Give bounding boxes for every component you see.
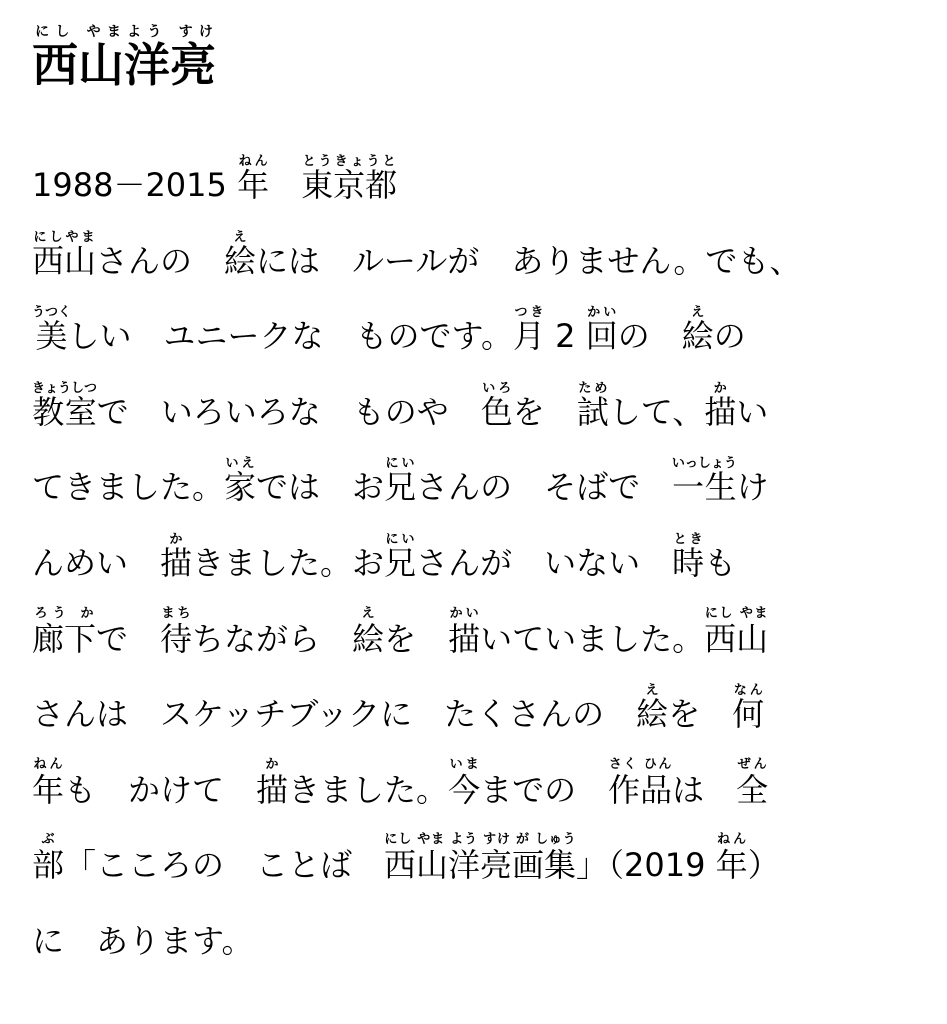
ruby-base: 兄 [384,543,417,582]
text-line [32,828,922,904]
ruby-word [301,154,398,204]
ruby-reading: にし やま [704,605,769,621]
ruby-word [224,456,257,507]
ruby-reading: ろう か [32,605,96,621]
text-segment: を [668,695,733,734]
ruby-word [256,756,289,809]
ruby-word [732,683,765,734]
ruby-word [704,605,769,658]
text-segment: さんの そばで [416,468,673,507]
ruby-reading: まち [160,605,193,621]
ruby-word [32,229,97,280]
ruby-word [384,456,417,507]
ruby-word [32,605,97,658]
ruby-reading: ぶ [32,832,65,848]
ruby-reading: え [681,305,714,321]
text-segment: 1988－2015 [32,166,238,204]
ruby-word [448,756,481,809]
text-segment: さんの [96,241,225,280]
ruby-word [736,756,769,809]
ruby-base: 西山 [704,619,769,658]
text-segment: さんは スケッチブックに たくさんの [32,695,637,734]
ruby-base: 描 [256,770,289,809]
ruby-base: 試 [576,392,609,431]
ruby-base: 一生 [671,468,737,507]
ruby-word [672,531,705,582]
ruby-base: 描 [160,543,193,582]
ruby-base: 年 [237,166,270,204]
ruby-reading: うつく [32,305,72,321]
ruby-reading: ねん [237,154,270,169]
ruby-base: 廊下 [32,619,97,658]
ruby-base: 年 [715,846,748,885]
text-segment: で [96,619,161,658]
ruby-reading: いえ [224,456,257,472]
ruby-word [32,24,124,92]
text-line [32,375,922,451]
text-segment: して、 [608,392,705,431]
ruby-base: 兄 [384,468,417,507]
text-segment: の [617,317,682,356]
ruby-word [704,380,737,431]
ruby-word [160,605,193,658]
ruby-reading: かい [585,305,618,321]
ruby-reading: か [256,756,289,772]
biography-text [32,148,922,980]
ruby-base: 回 [585,317,618,356]
ruby-word [160,531,193,582]
ruby-word [585,305,618,356]
text-line [32,526,922,602]
text-segment: に あります。 [32,921,254,960]
ruby-reading: か [160,531,193,547]
text-segment: んめい [32,543,161,582]
ruby-base: 洋亮 [124,38,216,92]
ruby-word [671,456,737,507]
ruby-word [636,683,669,734]
ruby-reading: さく ひん [608,756,673,772]
ruby-word [681,305,714,356]
ruby-base: 月 [512,317,545,356]
text-segment: きました。お [192,543,385,582]
text-segment: も かけて [64,770,257,809]
text-line [32,904,922,980]
ruby-base: 待 [160,619,193,658]
ruby-reading: よう すけ [124,24,216,40]
ruby-word [480,380,513,431]
ruby-base: 絵 [352,619,385,658]
ruby-reading: とき [672,531,705,547]
ruby-word [124,24,216,92]
ruby-base: 全 [736,770,769,809]
text-segment: い [736,392,769,431]
ruby-reading: つき [512,305,545,321]
text-line [32,224,922,300]
ruby-reading: ねん [715,832,748,848]
text-segment: け [736,468,769,507]
ruby-word [608,756,673,809]
text-segment: を [384,619,449,658]
ruby-base: 絵 [681,317,714,356]
text-line [32,299,922,375]
ruby-word [384,832,577,885]
ruby-base: 西山 [32,241,97,280]
ruby-reading: かい [448,605,481,621]
text-segment: で いろいろな ものや [96,392,481,431]
artist-name-heading [32,24,216,105]
ruby-base: 時 [672,543,705,582]
ruby-base: 年 [32,770,65,809]
ruby-word [32,756,65,809]
ruby-reading: にし やま [32,24,124,40]
text-segment: てきました。 [32,468,225,507]
text-segment: しい ユニークな ものです。 [67,317,513,356]
ruby-word [352,605,385,658]
text-segment: ちながら [192,619,353,658]
text-line [32,148,922,224]
ruby-base: 今 [448,770,481,809]
text-segment: きました。 [288,770,449,809]
text-segment: 」（2019 [576,846,716,885]
ruby-reading: か [704,380,737,396]
ruby-reading: え [352,605,385,621]
ruby-reading: え [636,683,669,699]
text-segment: の [713,317,746,356]
text-line [32,602,922,678]
text-segment: ） [747,846,780,885]
ruby-reading: ねん [32,756,65,772]
ruby-reading: いろ [480,380,513,396]
ruby-base: 東京都 [301,166,398,204]
ruby-base: 絵 [636,695,669,734]
text-line [32,753,922,829]
text-line [32,450,922,526]
text-segment: を [512,392,577,431]
ruby-reading: にい [384,456,417,472]
ruby-word [448,605,481,658]
ruby-reading: え [224,229,257,245]
ruby-base: 西山 [32,38,124,92]
text-segment: 「こころの ことば [64,846,385,885]
ruby-word [224,229,257,280]
ruby-reading: ぜん [736,756,769,772]
ruby-word [32,305,72,356]
ruby-base: 部 [32,846,65,885]
ruby-base: 美 [32,317,72,356]
text-segment: までの [480,770,609,809]
ruby-reading: にい [384,531,417,547]
ruby-word [32,832,65,885]
ruby-reading: なん [732,683,765,699]
text-segment: いていました。 [480,619,705,658]
ruby-reading: とうきょうと [301,154,398,169]
text-segment: も [704,543,737,582]
text-segment: さんが いない [416,543,673,582]
ruby-word [715,832,748,885]
ruby-word [512,305,545,356]
ruby-base: 描 [704,392,737,431]
text-segment: では お [256,468,385,507]
ruby-base: 色 [480,392,513,431]
text-line [32,677,922,753]
ruby-word [237,154,270,204]
ruby-reading: きょうしつ [32,380,98,396]
ruby-reading: ため [576,380,609,396]
ruby-word [576,380,609,431]
ruby-base: 描 [448,619,481,658]
ruby-reading: いま [448,756,481,772]
ruby-word [32,380,98,431]
ruby-base: 家 [224,468,257,507]
text-segment: は [672,770,737,809]
ruby-reading: いっしょう [671,456,737,472]
text-segment [269,166,301,204]
ruby-base: 絵 [224,241,257,280]
ruby-word [384,531,417,582]
ruby-base: 何 [732,695,765,734]
text-segment: には ルールが ありません。でも、 [256,241,802,280]
ruby-reading: にし やま よう すけ が しゅう [384,832,577,848]
text-segment: 2 [544,317,586,356]
ruby-base: 西山洋亮画集 [384,846,577,885]
ruby-base: 作品 [608,770,673,809]
ruby-base: 教室 [32,392,98,431]
ruby-reading: にしやま [32,229,97,245]
